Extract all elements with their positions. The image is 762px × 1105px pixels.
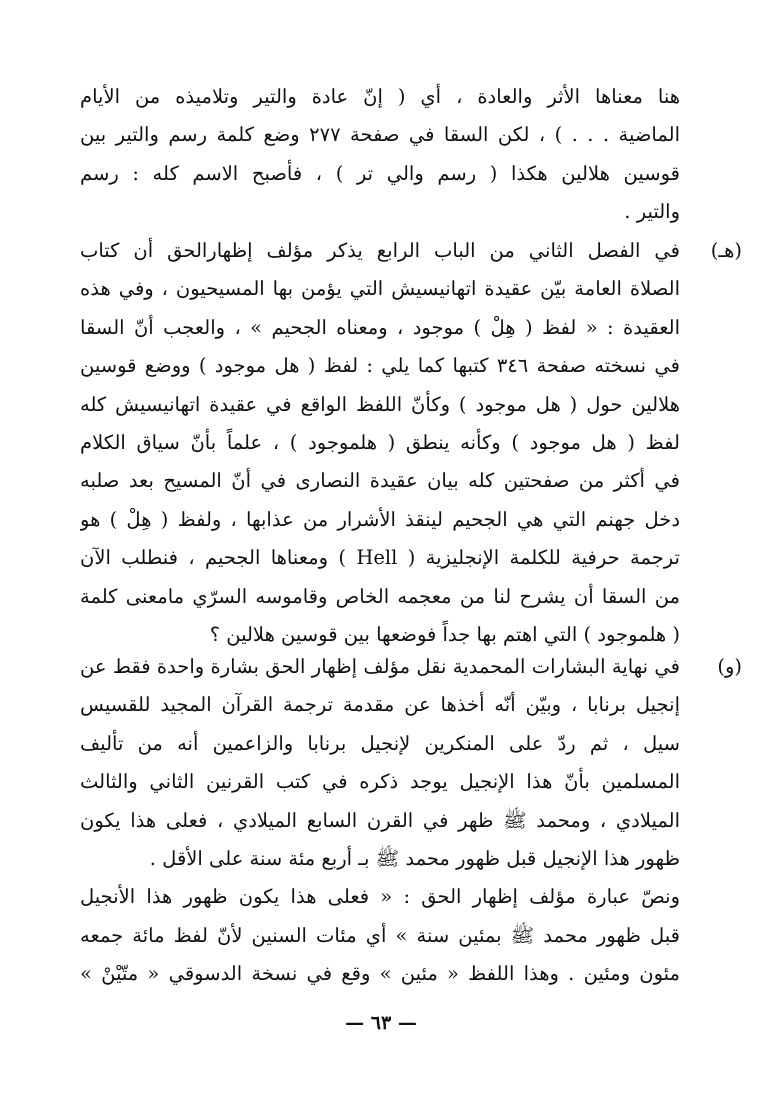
text-line: العقيدة : « لفظ ( هِلْ ) موجود ، ومعناه الجحيم » ، والعجب أنّ السقا — [80, 315, 680, 339]
paragraph-h-marker: (هـ) — [710, 239, 742, 262]
paragraph-h — [80, 232, 680, 654]
paragraph-w-marker: (و) — [717, 655, 742, 678]
text-line: والتير . — [624, 200, 680, 224]
text-line: ترجمة حرفية للكلمة الإنجليزية ( Hell ) ومعناها الجحيم ، فنطلب الآن — [80, 546, 680, 570]
text-line: مئون ومئين . وهذا اللفظ « مئين » وقع في نسخة الدسوقي « متّيْنْ » — [80, 962, 680, 986]
text-line: ظهور هذا الإنجيل قبل ظهور محمد ﷺ بـ أربع مئة سنة على الأقل . — [149, 846, 680, 870]
text-line: الصلاة العامة بيّن عقيدة اتهانيسيش التي يؤمن بها المسيحيون ، وفي هذه — [80, 277, 680, 301]
text-line: قبل ظهور محمد ﷺ بمئين سنة » أي مئات السنين لأنّ لفظ مائة جمعه — [80, 923, 680, 947]
paragraph-intro — [80, 78, 680, 232]
text-line: لفظ ( هل موجود ) وكأنه ينطق ( هلموجود ) ، علماً بأنّ سياق الكلام — [80, 430, 680, 454]
text-line: في نسخته صفحة ٣٤٦ كتبها كما يلي : لفظ ( هل موجود ) ووضع قوسين — [80, 354, 680, 378]
text-line: قوسين هلالين هكذا ( رسم والي تر ) ، فأصبح الاسم كله : رسم — [80, 161, 680, 185]
text-line: سيل ، ثم ردّ على المنكرين لإنجيل برنابا والزاعمين أنه من تأليف — [80, 731, 680, 755]
text-line: إنجيل برنابا ، وبيّن أنّه أخذها عن مقدمة ترجمة القرآن المجيد للقسيس — [80, 693, 680, 717]
text-line: من السقا أن يشرح لنا من معجمه الخاص وقاموسه السرّي مامعنى كلمة — [80, 584, 680, 608]
text-line: دخل جهنم التي هي الجحيم لينقذ الأشرار من عذابها ، ولفظ ( هِلْ ) هو — [80, 507, 680, 531]
text-line: ( هلموجود ) التي اهتم بها جداً فوضعها بين قوسين هلالين ؟ — [209, 622, 680, 646]
text-line: الميلادي ، ومحمد ﷺ ظهر في القرن السابع الميلادي ، فعلى هذا يكون — [80, 808, 680, 832]
text-line: المسلمين بأنّ هذا الإنجيل يوجد ذكره في كتب القرنين الثاني والثالث — [80, 770, 680, 794]
text-line: في الفصل الثاني من الباب الرابع يذكر مؤلف إظهارالحق أن كتاب — [80, 239, 680, 262]
page-number: — ٦٣ — — [345, 1012, 417, 1034]
text-line: في نهاية البشارات المحمدية نقل مؤلف إظهار الحق بشارة واحدة فقط عن — [80, 655, 680, 678]
text-line: هنا معناها الأثر والعادة ، أي ( إنّ عادة والتير وتلاميذه من الأيام — [80, 85, 680, 108]
text-line: في أكثر من صفحتين كله بيان عقيدة النصارى في أنّ المسيح بعد صلبه — [80, 469, 680, 493]
text-line: الماضية . . . ) ، لكن السقا في صفحة ٢٧٧ وضع كلمة رسم والتير بين — [80, 123, 680, 147]
paragraph-w — [80, 648, 680, 994]
text-line: هلالين حول ( هل موجود ) وكأنّ اللفظ الواقع في عقيدة اتهانيسيش كله — [80, 392, 680, 416]
text-line: ونصّ عبارة مؤلف إظهار الحق : « فعلى هذا يكون ظهور هذا الأنجيل — [80, 885, 680, 909]
